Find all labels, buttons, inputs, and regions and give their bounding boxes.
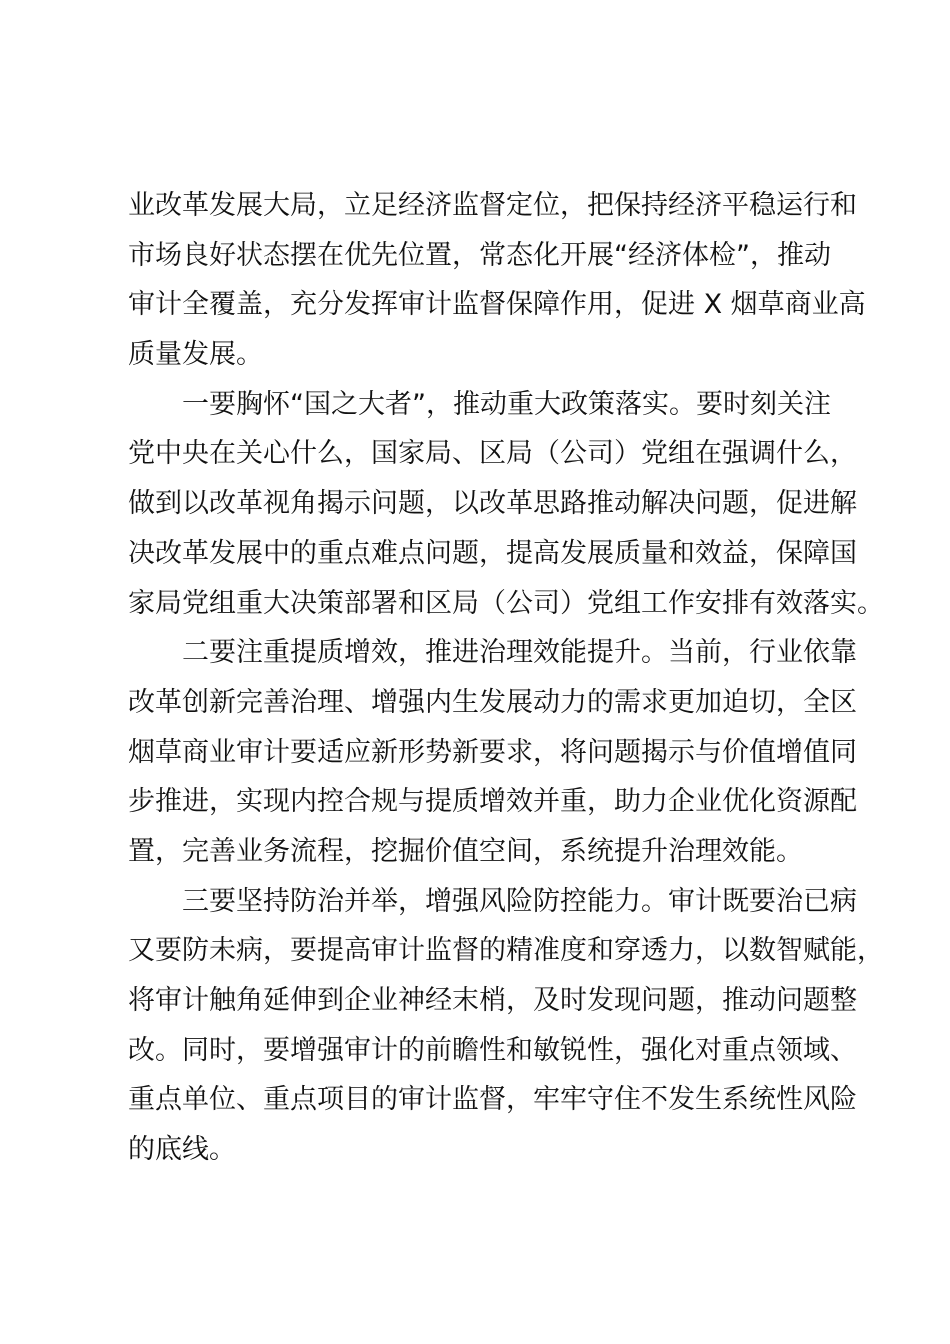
text-line: 步推进，实现内控合规与提质增效并重，助力企业优化资源配 (128, 786, 857, 818)
text-line: 质量发展。 (128, 339, 263, 371)
text-line: 将审计触角延伸到企业神经末梢，及时发现问题，推动问题整 (128, 985, 857, 1016)
text-line: 重点单位、重点项目的审计监督，牢牢守住不发生系统性风险 (128, 1084, 857, 1116)
text-line: 做到以改革视角揭示问题，以改革思路推动解决问题，促进解 (128, 488, 857, 520)
text-line: 改革创新完善治理、增强内生发展动力的需求更加迫切，全区 (128, 686, 857, 718)
text-line: 的底线。 (128, 1134, 236, 1166)
text-line: 市场良好状态摆在优先位置，常态化开展“经济体检”，推动 (128, 239, 831, 271)
paragraph-first-line: 二要注重提质增效，推进治理效能提升。当前，行业依靠 (182, 637, 857, 669)
text-line: 家局党组重大决策部署和区局（公司）党组工作安排有效落实。 (128, 587, 884, 619)
text-line: 党中央在关心什么，国家局、区局（公司）党组在强调什么， (128, 438, 857, 470)
text-line: 决改革发展中的重点难点问题，提高发展质量和效益，保障国 (128, 537, 857, 569)
text-line: 审计全覆盖，充分发挥审计监督保障作用，促进 X 烟草商业高 (128, 289, 866, 321)
text-line: 业改革发展大局，立足经济监督定位，把保持经济平稳运行和 (128, 190, 857, 221)
text-line: 改。同时，要增强审计的前瞻性和敏锐性，强化对重点领域、 (128, 1034, 857, 1066)
text-line: 又要防未病，要提高审计监督的精准度和穿透力，以数智赋能， (128, 935, 884, 967)
body-text (128, 181, 884, 1175)
paragraph-first-line: 一要胸怀“国之大者”，推动重大政策落实。要时刻关注 (182, 388, 831, 420)
text-line: 置，完善业务流程，挖掘价值空间，系统提升治理效能。 (128, 835, 803, 867)
paragraph-first-line: 三要坚持防治并举，增强风险防控能力。审计既要治已病 (182, 885, 857, 917)
text-line: 烟草商业审计要适应新形势新要求，将问题揭示与价值增值同 (128, 736, 857, 768)
